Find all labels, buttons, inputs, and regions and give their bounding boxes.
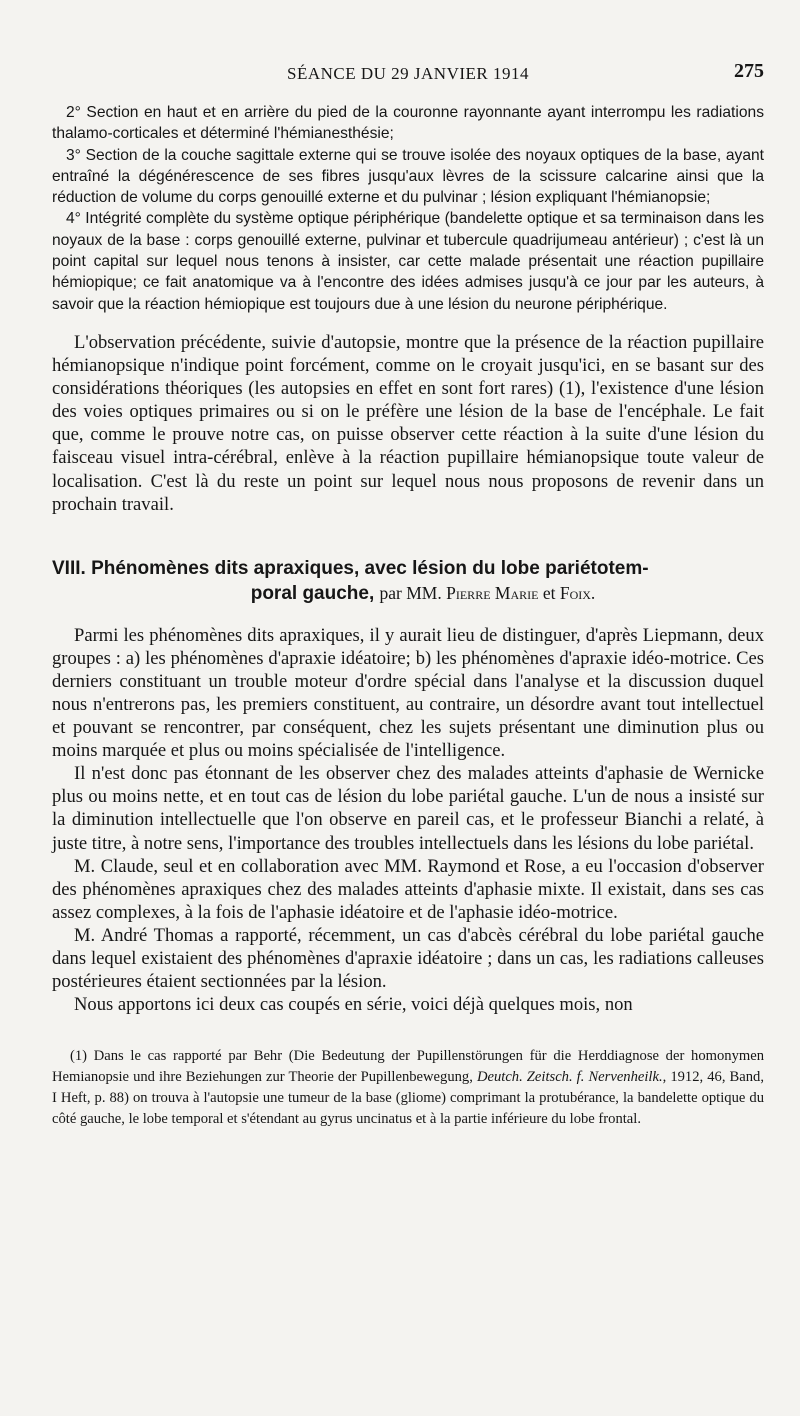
paragraph-4: M. André Thomas a rapporté, récemment, un cas d'abcès cérébral du lobe pariétal gauche dans lequel existaient des phénomènes d'apraxie idéatoire ; dans un cas, les radiations calleuses postérieures étaient sectionnées par la lésion.: [52, 924, 764, 993]
author-1: Pierre Marie: [446, 582, 539, 603]
paragraph-2: Il n'est donc pas étonnant de les observer chez des malades atteints d'aphasie de Wernicke plus ou moins nette, et en tout cas de lésion du lobe pariétal gauche. L'un de nous a insisté sur la diminution intellectuelle que l'on observe en pareil cas, et le professeur Bianchi a relaté, à juste titre, à notre sens, l'importance des troubles intellectuels dans les lésions du lobe pariétal.: [52, 763, 764, 854]
paragraph-5: Nous apportons ici deux cas coupés en série, voici déjà quelques mois, non: [74, 994, 633, 1016]
authors-end: .: [590, 582, 596, 603]
paragraph-3: M. Claude, seul et en collaboration avec MM. Raymond et Rose, a eu l'occasion d'observer des phénomènes apraxiques chez des malades atteints d'aphasie mixte. Il existait, dans ses cas assez complexes, à la fois de l'aphasie idéatoire et de l'aphasie idéo-motrice.: [52, 855, 764, 923]
section-numeral: VIII.: [52, 557, 86, 579]
footnote-part1: (1) Dans le cas rapporté par Behr (Die Bedeutung der Pupillenstörungen für die Herddiagnose der homonymen Hemianopsie und ihre Beziehungen zur Theorie der Pupillenbewegung,: [52, 1048, 764, 1086]
running-title: SÉANCE DU 29 JANVIER 1914: [287, 64, 529, 83]
section-authors: [380, 583, 596, 603]
section-heading: [52, 556, 764, 606]
section-title-line2: poral gauche,: [250, 582, 375, 604]
page: [52, 58, 764, 1130]
footnote-journal: Deutch. Zeitsch. f. Nervenheilk.: [476, 1069, 663, 1086]
observation-paragraph: L'observation précédente, suivie d'autopsie, montre que la présence de la réaction pupillaire hémianopsique n'indique point forcément, comme on le croyait jusqu'ici, en se basant sur des considérations théoriques (les autopsies en effet en sont fort rares) (1), l'existence d'une lésion des voies optiques primaires ou si on le préfère une lésion de la base de l'encéphale. Le fait que, comme le prouve notre cas, on puisse observer cette réaction à la suite d'une lésion du faisceau visuel intra-cérébral, enlève à la réaction pupillaire hémianopsique toute valeur de localisation. C'est là du reste un point sur lequel nous nous proposons de revenir dans un prochain travail.: [52, 331, 764, 515]
list-item-4: 4° Intégrité complète du système optique périphérique (bandelette optique et sa terminaison dans les noyaux de la base : corps genouillé externe, pulvinar et tubercule quadrijumeau antérieur) ; c'est là un point capital sur lequel nous tenons à insister, car cette malade présentait une réaction pupillaire hémiopique; ce fait anatomique va à l'encontre des idées admises jusqu'à ce jour par les auteurs, à savoir que la réaction hémiopique est toujours due à une lésion du neurone périphérique.: [52, 210, 764, 313]
page-number: 275: [734, 60, 764, 82]
author-2: Foix: [559, 582, 591, 603]
footnote: [52, 1046, 764, 1130]
list-item-3: 3° Section de la couche sagittale externe qui se trouve isolée des noyaux optiques de la base, ayant entraîné la dégénérescence de ses fibres jusqu'aux lèvres de la scissure calcarine ainsi que la réduction de volume du corps genouillé externe et du pulvinar ; lésion expliquant l'hémianopsie;: [52, 146, 764, 207]
section-title-line1: Phénomènes dits apraxiques, avec lésion du lobe pariétotem-: [91, 557, 649, 579]
section-title-line2-wrap: [52, 581, 764, 606]
authors-by: par MM.: [379, 582, 442, 603]
authors-and: et: [542, 582, 556, 603]
paragraph-1: Parmi les phénomènes dits apraxiques, il y aurait lieu de distinguer, d'après Liepmann, deux groupes : a) les phénomènes d'apraxie idéatoire; b) les phénomènes d'apraxie idéo-motrice. Ces derniers constituant un trouble moteur d'ordre spécial dans l'analyse et la discussion duquel nous n'entrerons pas, les premiers constituent, au contraire, un désordre avant tout intellectuel et pouvant se rencontrer, par conséquent, chez les sujets présentant une diminution plus ou moins marquée et plus ou moins spécialisée de l'intelligence.: [52, 624, 764, 762]
running-header: [52, 58, 764, 88]
list-item-2: 2° Section en haut et en arrière du pied de la couronne rayonnante ayant interrompu les radiations thalamo-corticales et déterminé l'hémianesthésie;: [52, 104, 764, 143]
footnote-part2: , 1912, 46, Band, I Heft, p. 88) on trouva à l'autopsie une tumeur de la base (gliome) comprimant la protubérance, la bandelette optique du côté gauche, le lobe temporal et s'étendant au gyrus uncinatus et à la partie inférieure du lobe frontal.: [52, 1069, 764, 1128]
